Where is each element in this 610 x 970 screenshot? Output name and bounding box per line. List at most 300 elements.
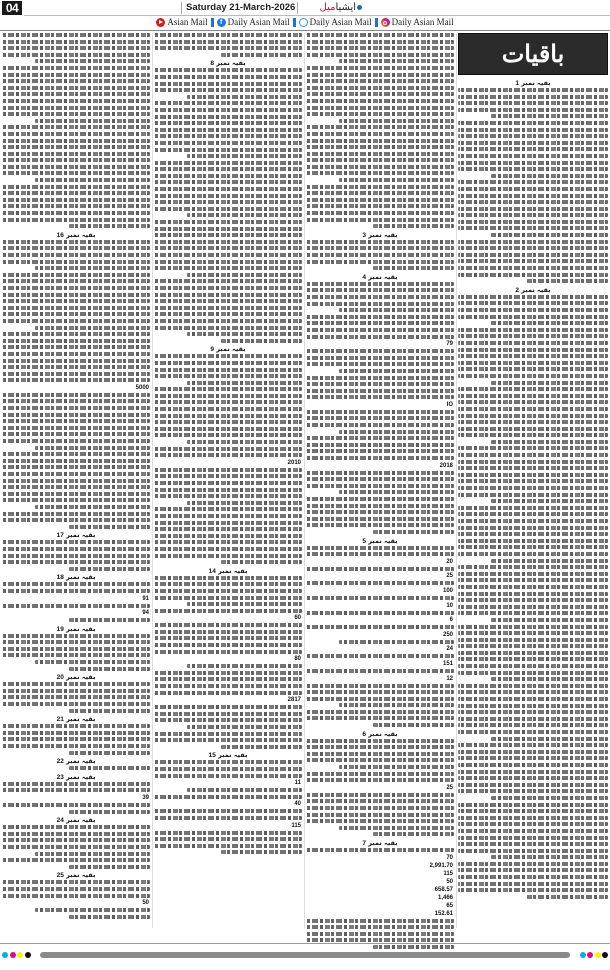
body-text (2, 33, 150, 228)
social-youtube[interactable] (156, 17, 207, 28)
text-line (306, 191, 454, 195)
body-text (2, 540, 150, 570)
text-line (458, 374, 608, 378)
text-line (69, 709, 150, 713)
text-line (2, 492, 150, 496)
marker-number: 21 (56, 716, 64, 724)
text-line (154, 387, 302, 391)
figure-in-text (306, 588, 454, 595)
marker-number: 14 (208, 567, 216, 575)
figure-in-text (306, 617, 454, 624)
text-line (187, 273, 302, 277)
text-line (2, 413, 150, 417)
figure-in-text (2, 610, 150, 617)
text-line (2, 112, 150, 116)
text-line (154, 246, 302, 250)
text-line (2, 152, 150, 156)
text-line (458, 328, 608, 332)
text-line (306, 523, 454, 527)
text-line (154, 650, 302, 654)
continuation-marker (2, 231, 150, 240)
text-line (306, 362, 454, 366)
text-line (154, 101, 302, 105)
text-line (339, 178, 454, 182)
figure-in-text (306, 573, 454, 580)
text-line (458, 631, 608, 635)
text-line (458, 565, 608, 569)
text-line (154, 677, 302, 681)
text-line (306, 198, 454, 202)
text-line (154, 507, 302, 511)
figure-value: 24 (446, 646, 453, 653)
text-line (2, 393, 150, 397)
marker-number: 20 (56, 674, 64, 682)
figure-in-text (306, 341, 454, 348)
text-line (2, 737, 150, 741)
text-line (154, 312, 302, 316)
text-line (2, 518, 150, 522)
text-line (306, 185, 454, 189)
marker-number: 3 (362, 231, 366, 239)
text-line (2, 788, 150, 792)
body-text (154, 576, 302, 749)
text-line (154, 427, 302, 431)
text-line (187, 381, 302, 385)
text-line (306, 218, 454, 222)
text-line (526, 895, 609, 899)
text-line (306, 40, 454, 44)
text-line (491, 114, 608, 118)
text-line (458, 776, 608, 780)
text-line (154, 134, 302, 138)
marker-number: 6 (362, 730, 366, 738)
text-line (154, 174, 302, 178)
text-line (306, 246, 454, 250)
figure-in-text (2, 900, 150, 907)
figure-in-text (306, 632, 454, 639)
text-line (2, 512, 150, 516)
text-line (458, 519, 608, 523)
text-line (458, 816, 608, 820)
text-line (458, 141, 608, 145)
text-line (221, 53, 302, 57)
text-line (306, 625, 454, 629)
text-line (2, 858, 150, 862)
body-text (154, 33, 302, 57)
figure-in-text (2, 385, 150, 392)
figure-value: 50 (446, 878, 453, 885)
text-line (154, 354, 302, 358)
text-line (458, 253, 608, 257)
text-line (187, 332, 302, 336)
column-4 (458, 33, 608, 901)
marker-prefix: بقیہ نمبر (66, 531, 96, 540)
text-line (2, 299, 150, 303)
text-line (2, 185, 150, 189)
article-continuation (458, 79, 608, 283)
text-line (154, 705, 302, 709)
text-line (306, 152, 454, 156)
text-line (154, 554, 302, 558)
social-links (0, 17, 610, 28)
text-line (154, 407, 302, 411)
article-continuation (2, 871, 150, 918)
text-line (458, 770, 608, 774)
text-line (306, 919, 454, 923)
text-line (2, 211, 150, 215)
figure-in-text (2, 596, 150, 603)
text-line (306, 752, 454, 756)
figure-in-text (306, 911, 454, 918)
text-line (187, 788, 302, 792)
figure-in-text (306, 903, 454, 910)
text-line (458, 187, 608, 191)
social-label: Daily Asian Mail (391, 17, 454, 27)
text-line (2, 312, 150, 316)
text-line (69, 667, 150, 671)
text-line (458, 532, 608, 536)
text-line (306, 806, 454, 810)
continuation-marker (154, 345, 302, 354)
text-line (154, 514, 302, 518)
figure-in-text (154, 615, 302, 622)
text-line (154, 636, 302, 640)
text-line (2, 554, 150, 558)
text-line (491, 321, 608, 325)
text-line (154, 260, 302, 264)
text-line (2, 332, 150, 336)
continuation-marker (458, 79, 608, 88)
marker-prefix: بقیہ نمبر (368, 230, 398, 239)
text-line (458, 446, 608, 450)
text-line (458, 572, 608, 576)
text-line (154, 589, 302, 593)
text-line (221, 745, 302, 749)
article-continuation (154, 751, 302, 854)
text-line (2, 419, 150, 423)
text-line (2, 702, 150, 706)
text-line (458, 367, 608, 371)
text-line (458, 552, 608, 556)
text-line (306, 484, 454, 488)
text-line (69, 766, 150, 770)
cyan-dot-icon (580, 952, 586, 958)
text-line (458, 407, 608, 411)
text-line (187, 664, 302, 668)
text-line (2, 589, 150, 593)
divider (0, 30, 610, 31)
marker-prefix: بقیہ نمبر (368, 838, 398, 847)
marker-prefix: بقیہ نمبر (368, 729, 398, 738)
text-line (458, 433, 608, 437)
text-line (2, 547, 150, 551)
article-continuation (2, 231, 150, 529)
text-line (306, 546, 454, 550)
text-line (373, 266, 454, 270)
figure-in-text (154, 697, 302, 704)
text-line (458, 147, 608, 151)
text-line (2, 53, 150, 57)
text-line (306, 932, 454, 936)
text-line (458, 822, 608, 826)
text-line (458, 414, 608, 418)
text-line (2, 894, 150, 898)
figure-in-text (306, 402, 454, 409)
figure-value: 25 (446, 573, 453, 580)
figure-value: 151 (442, 660, 453, 667)
text-line (458, 161, 608, 165)
text-line (154, 161, 302, 165)
body-text (458, 88, 608, 283)
text-line (306, 321, 454, 325)
text-line (35, 326, 150, 330)
social-twitter[interactable] (299, 17, 372, 28)
logo-globe-icon (357, 5, 362, 10)
text-line (458, 95, 608, 99)
text-line (69, 751, 150, 755)
text-line (306, 504, 454, 508)
marker-number: 2 (515, 286, 519, 294)
text-line (2, 260, 150, 264)
marker-prefix: بقیہ نمبر (521, 79, 551, 87)
text-line (154, 319, 302, 323)
text-line (339, 59, 454, 63)
figure-in-text (306, 879, 454, 886)
text-line (458, 750, 608, 754)
text-line (373, 832, 454, 836)
text-line (306, 382, 454, 386)
text-line (306, 517, 454, 521)
text-line (2, 79, 150, 83)
text-line (306, 477, 454, 481)
logo-text: ایشیا (335, 2, 356, 13)
text-line (154, 844, 302, 848)
text-line (306, 335, 454, 339)
text-line (306, 697, 454, 701)
article-continuation (458, 286, 608, 899)
text-line (306, 171, 454, 175)
continuation-marker (306, 537, 454, 546)
text-line (154, 68, 302, 72)
text-line (458, 194, 608, 198)
figure-value: 11 (294, 780, 301, 787)
text-line (154, 609, 302, 613)
figure-in-text (306, 603, 454, 610)
text-line (306, 282, 454, 286)
text-line (154, 691, 302, 695)
text-line (154, 306, 302, 310)
text-line (306, 288, 454, 292)
divider (211, 18, 214, 27)
text-line (458, 427, 608, 431)
marker-prefix: بقیہ نمبر (216, 59, 246, 68)
column-1 (2, 33, 150, 921)
text-line (458, 829, 608, 833)
text-line (2, 647, 150, 651)
text-line (458, 361, 608, 365)
figure-in-text (306, 855, 454, 862)
text-line (306, 443, 454, 447)
marker-number: 15 (208, 752, 216, 760)
text-line (458, 717, 608, 721)
text-line (306, 596, 454, 600)
text-line (458, 849, 608, 853)
text-line (154, 233, 302, 237)
text-line (339, 430, 454, 434)
text-line (458, 226, 608, 230)
text-line (187, 95, 302, 99)
text-line (2, 832, 150, 836)
text-line (458, 730, 608, 734)
text-line (2, 372, 150, 376)
article-continuation (306, 33, 454, 228)
text-line (306, 423, 454, 427)
figure-value: 1,466 (437, 894, 453, 901)
text-line (458, 625, 608, 629)
text-line (306, 253, 454, 257)
text-line (458, 539, 608, 543)
social-instagram[interactable] (381, 17, 454, 28)
text-line (154, 46, 302, 50)
figure-value: 60 (294, 615, 301, 622)
text-line (306, 240, 454, 244)
text-line (154, 767, 302, 771)
text-line (154, 88, 302, 92)
text-line (154, 361, 302, 365)
figure-value: 50 (142, 900, 149, 907)
text-line (458, 506, 608, 510)
text-line (526, 279, 609, 283)
text-line (306, 772, 454, 776)
text-line (154, 180, 302, 184)
text-line (2, 352, 150, 356)
text-line (458, 387, 608, 391)
text-line (154, 167, 302, 171)
text-line (458, 213, 608, 217)
text-line (2, 158, 150, 162)
text-line (2, 253, 150, 257)
text-line (306, 260, 454, 264)
figure-in-text (306, 463, 454, 470)
text-line (2, 682, 150, 686)
text-line (306, 739, 454, 743)
article-continuation (2, 33, 150, 228)
text-line (458, 121, 608, 125)
body-text (2, 880, 150, 918)
text-line (2, 479, 150, 483)
text-line (2, 880, 150, 884)
text-line (458, 134, 608, 138)
marker-prefix: بقیہ نمبر (218, 751, 248, 760)
figure-in-text (306, 887, 454, 894)
text-line (154, 326, 302, 330)
text-line (2, 406, 150, 410)
black-dot-icon (25, 952, 31, 958)
body-text (458, 295, 608, 899)
text-line (35, 852, 150, 856)
text-line (154, 108, 302, 112)
text-line (35, 266, 150, 270)
text-line (2, 191, 150, 195)
figure-in-text (306, 559, 454, 566)
text-line (458, 803, 608, 807)
text-line (306, 328, 454, 332)
text-line (306, 758, 454, 762)
text-line (306, 132, 454, 136)
text-line (2, 145, 150, 149)
text-line (458, 101, 608, 105)
text-line (2, 887, 150, 891)
text-line (306, 710, 454, 714)
text-line (458, 400, 608, 404)
text-line (458, 259, 608, 263)
text-line (2, 339, 150, 343)
text-line (458, 723, 608, 727)
text-line (154, 671, 302, 675)
text-line (491, 677, 608, 681)
article-continuation (2, 531, 150, 570)
marker-prefix: بقیہ نمبر (66, 624, 96, 633)
text-line (458, 783, 608, 787)
text-line (2, 359, 150, 363)
text-line (35, 178, 150, 182)
text-line (491, 381, 608, 385)
article-continuation (306, 537, 454, 728)
text-line (154, 420, 302, 424)
text-line (306, 669, 454, 673)
text-line (373, 723, 454, 727)
figure-value: 5000 (135, 384, 149, 391)
text-line (2, 99, 150, 103)
article-continuation (2, 773, 150, 814)
article-continuation (2, 757, 150, 770)
yellow-dot-icon (595, 952, 601, 958)
figure-value: 25 (446, 784, 453, 791)
text-line (2, 66, 150, 70)
figure-in-text (306, 871, 454, 878)
text-line (491, 174, 608, 178)
text-line (458, 200, 608, 204)
text-line (306, 497, 454, 501)
continuation-marker (306, 231, 454, 240)
text-line (154, 293, 302, 297)
text-line (154, 400, 302, 404)
newspaper-logo[interactable] (302, 0, 362, 15)
text-line (2, 459, 150, 463)
text-line (306, 793, 454, 797)
text-line (458, 671, 608, 675)
text-line (306, 165, 454, 169)
figure-value: 115 (291, 822, 301, 829)
figure-value: 2817 (287, 697, 301, 704)
text-line (154, 141, 302, 145)
text-line (2, 485, 150, 489)
text-line (458, 88, 608, 92)
text-line (458, 108, 608, 112)
text-line (2, 845, 150, 849)
text-line (154, 474, 302, 478)
body-text (2, 240, 150, 529)
text-line (458, 605, 608, 609)
social-facebook[interactable] (217, 17, 290, 28)
text-line (306, 86, 454, 90)
text-line (306, 112, 454, 116)
continuation-marker (2, 871, 150, 880)
figure-in-text (306, 646, 454, 653)
marker-prefix: بقیہ نمبر (66, 757, 96, 766)
text-line (2, 399, 150, 403)
text-line (458, 240, 608, 244)
